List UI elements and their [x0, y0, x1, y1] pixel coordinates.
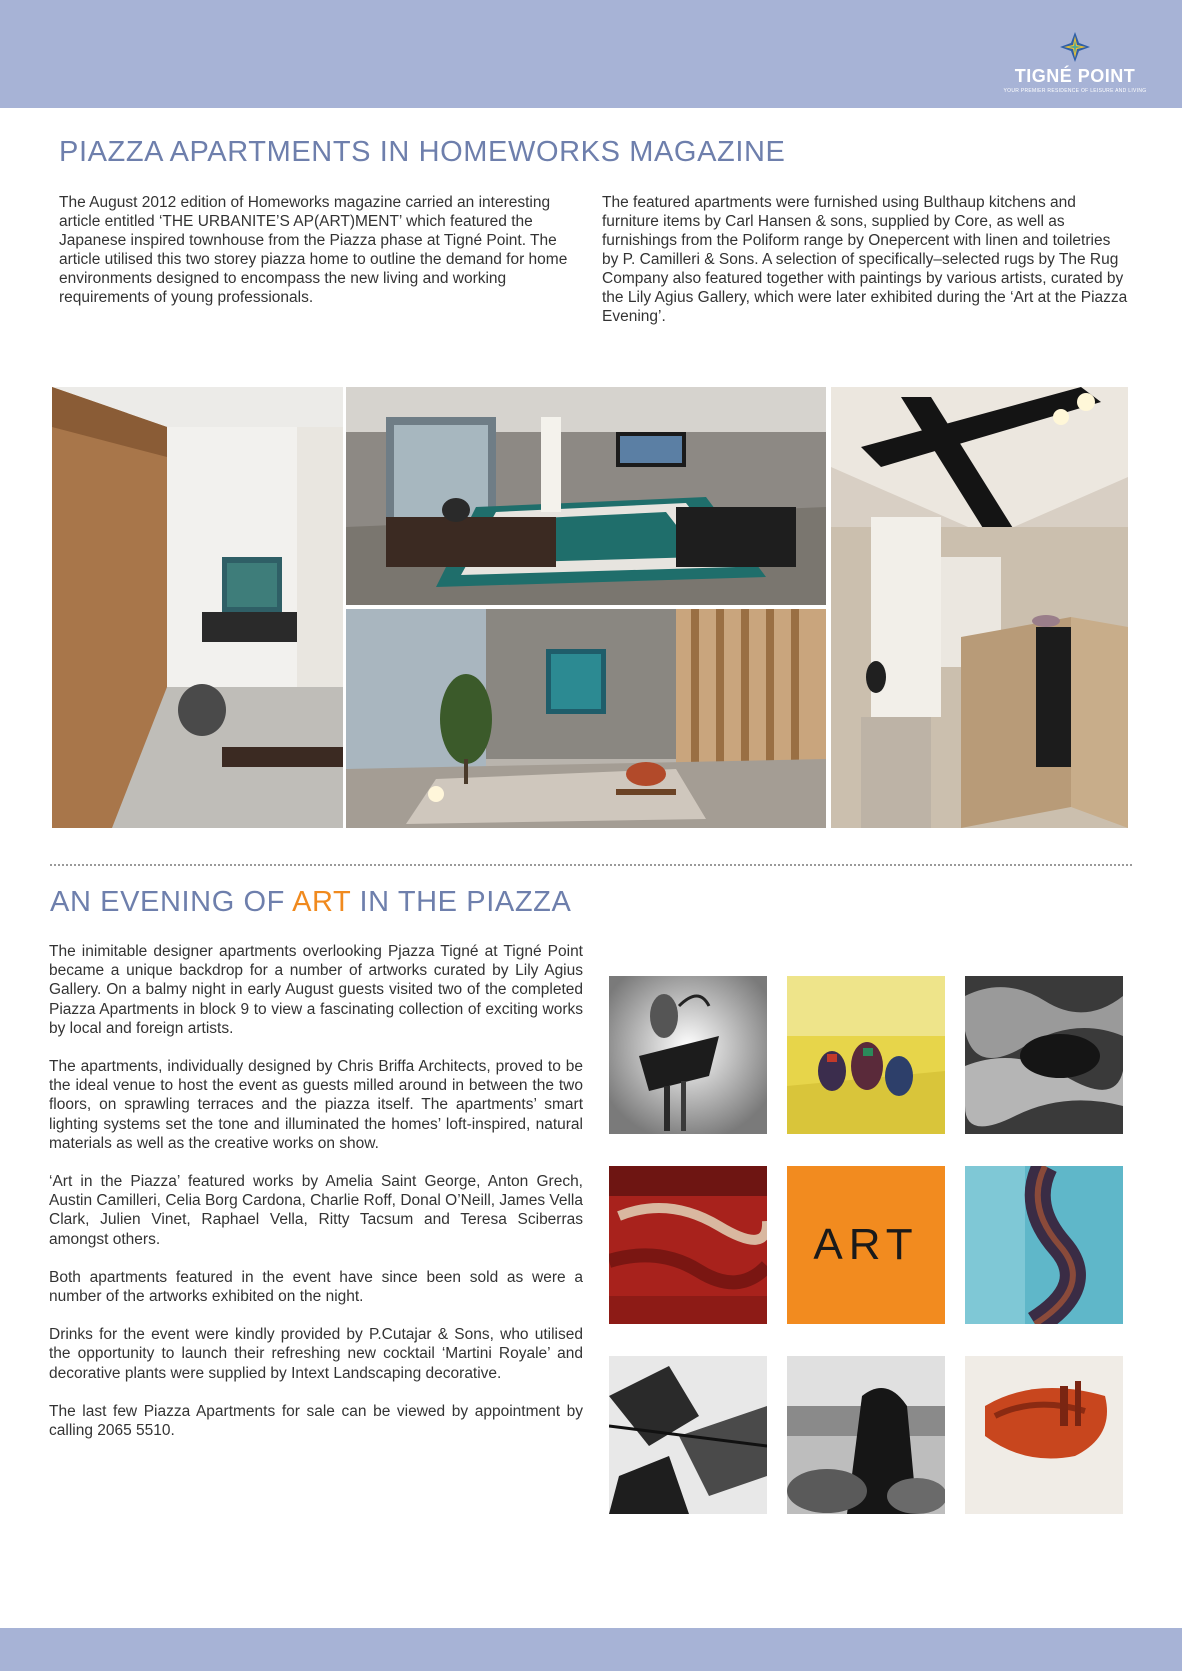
- section1-right-paragraph: The featured apartments were furnished using Bulthaup kitchens and furniture items by Carl Hansen & sons, supplied by Core, as well as furnishings from the Poliform range by Onepercent with linen and toiletries by P. Camilleri & Sons. A selection of specifically–selected rugs by The Rug Company also featured together with paintings by various artists, curated by the Lily Agius Gallery, which were later exhibited during the ‘Art at the Piazza Evening’.: [602, 194, 1128, 325]
- artwork-dancer: [609, 976, 767, 1134]
- artwork-blue-abstract: [965, 1166, 1123, 1324]
- section1-title: PIAZZA APARTMENTS IN HOMEWORKS MAGAZINE: [59, 136, 786, 168]
- photo-hallway-dining: [52, 387, 343, 828]
- artwork-water-monochrome: [965, 976, 1123, 1134]
- photo-terrace-lounge: [346, 609, 826, 828]
- artwork-horses-yellow: [787, 976, 945, 1134]
- artwork-orange-figures: [965, 1356, 1123, 1514]
- section2-paragraph: The inimitable designer apartments overlooking Pjazza Tigné at Tigné Point became a unique backdrop for a number of artworks curated by Lily Agius Gallery. On a balmy night in early August guests visited two of the completed Piazza Apartments in block 9 to view a fascinating collection of exciting works by local and foreign artists.: [49, 943, 583, 1037]
- section2-title-part1: AN EVENING OF: [50, 886, 293, 918]
- section2-paragraph: The apartments, individually designed by Chris Briffa Architects, proved to be the ideal venue to host the event as guests milled around in between the two floors, on sprawling terraces and the piazza itself. The apartments’ smart lighting systems set the tone and illuminated the homes’ loft-inspired, natural materials as well as the creative works on show.: [49, 1058, 583, 1152]
- section2-paragraph: The last few Piazza Apartments for sale can be viewed by appointment by calling 2065 5510.: [49, 1402, 583, 1440]
- section2-title-accent: ART: [292, 886, 351, 918]
- artwork-rocks-bw: [787, 1356, 945, 1514]
- logo-name: TIGNÉ POINT: [1014, 66, 1136, 86]
- bottom-banner: [0, 1628, 1182, 1671]
- section2-paragraph: ‘Art in the Piazza’ featured works by Amelia Saint George, Anton Grech, Austin Camilleri, Celia Borg Cardona, Charlie Roff, Donal O’Neill, James Vella Clark, Julien Vinet, Raphael Vella, Ritty Tacsum and Teresa Sciberras amongst others.: [49, 1173, 583, 1248]
- art-title-tile: [787, 1166, 945, 1324]
- section2-paragraph: Both apartments featured in the event have since been sold as were a number of the artworks exhibited on the night.: [49, 1268, 583, 1306]
- star-logo-icon: [1058, 30, 1092, 64]
- logo-tagline: YOUR PREMIER RESIDENCE OF LEISURE AND LIVING: [1003, 88, 1147, 94]
- artwork-red-abstract: [609, 1166, 767, 1324]
- section2-body: [49, 942, 583, 1459]
- art-tile-label: ART: [813, 1220, 919, 1269]
- section2-title: [50, 886, 571, 919]
- section2-paragraph: Drinks for the event were kindly provided by P.Cutajar & Sons, who utilised the opportunity to launch their refreshing new cocktail ‘Martini Royale’ and decorative plants were supplied by Intext Landscaping decorative.: [49, 1326, 583, 1382]
- tigne-point-logo[interactable]: [995, 30, 1155, 100]
- section2-title-part2: IN THE PIAZZA: [350, 886, 572, 918]
- photo-bathroom-partition: [831, 387, 1128, 828]
- artwork-sketch-bw: [609, 1356, 767, 1514]
- section1-left-paragraph: The August 2012 edition of Homeworks magazine carried an interesting article entitled ‘THE URBANITE’S AP(ART)MENT’ which featured the Japanese inspired townhouse from the Piazza phase at Tigné Point. The article utilised this two storey piazza home to outline the demand for home environments designed to encompass the new living and working requirements of young professionals.: [59, 194, 568, 306]
- section-divider: [50, 864, 1132, 866]
- photo-living-room: [346, 387, 826, 605]
